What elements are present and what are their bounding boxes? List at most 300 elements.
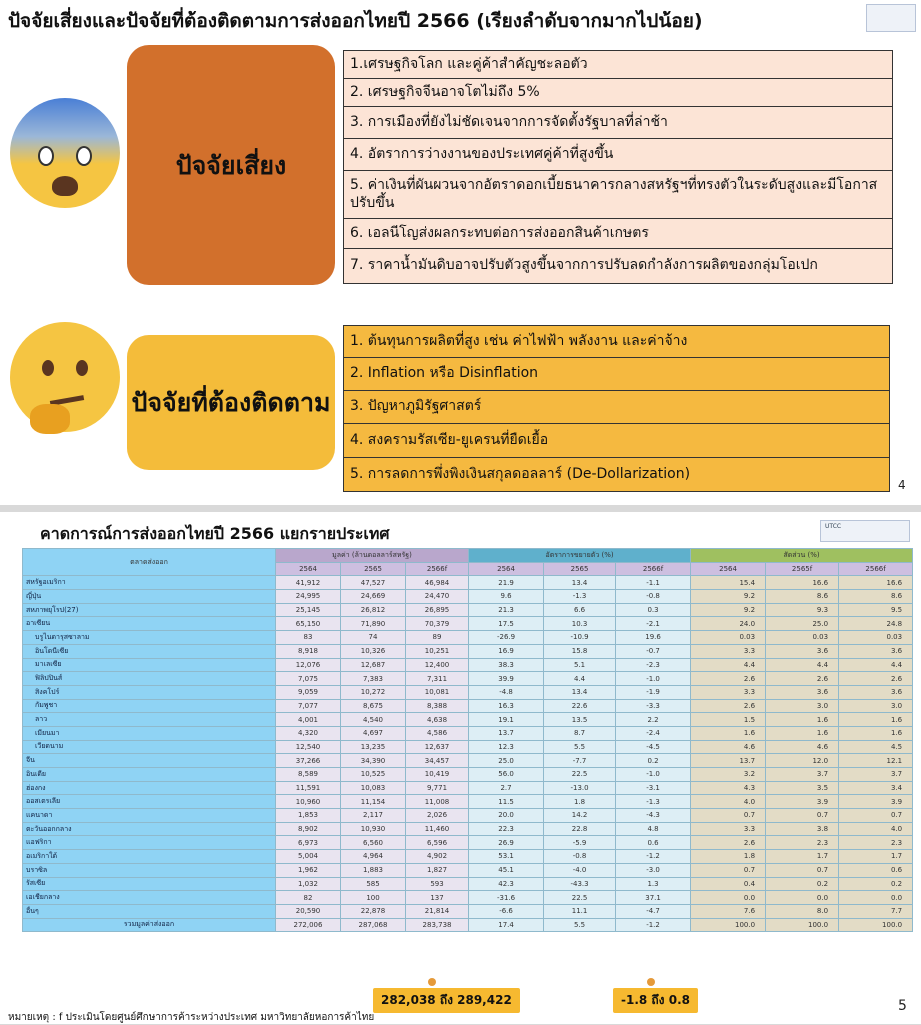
growth-cell: 16.3 (469, 699, 544, 713)
value-cell: 10,083 (341, 781, 406, 795)
share-cell: 3.6 (766, 685, 839, 699)
logo-text: UTCC (825, 523, 842, 530)
growth-cell: 5.5 (544, 918, 616, 932)
market-name: รวมมูลค่าส่งออก (23, 918, 276, 932)
growth-cell: -4.8 (469, 685, 544, 699)
slide-risk-factors (0, 0, 921, 505)
value-cell: 4,902 (406, 850, 469, 864)
table-row (23, 685, 913, 699)
subheader-share-2: 2566f (839, 562, 913, 576)
value-cell: 20,590 (276, 904, 341, 918)
market-name: บราซิล (23, 863, 276, 877)
share-cell: 0.2 (839, 877, 913, 891)
value-cell: 21,814 (406, 904, 469, 918)
growth-cell: -43.3 (544, 877, 616, 891)
share-cell: 2.6 (839, 672, 913, 686)
value-cell: 4,638 (406, 713, 469, 727)
list-item: 2. Inflation หรือ Disinflation (344, 358, 889, 391)
growth-cell: -10.9 (544, 631, 616, 645)
value-cell: 10,251 (406, 644, 469, 658)
watch-factors-list (343, 325, 890, 492)
share-cell: 12.0 (766, 754, 839, 768)
value-cell: 4,697 (341, 726, 406, 740)
market-name: ญี่ปุ่น (23, 590, 276, 604)
value-cell: 4,586 (406, 726, 469, 740)
growth-cell: -3.1 (616, 781, 691, 795)
share-cell: 0.0 (691, 891, 766, 905)
share-cell: 4.4 (691, 658, 766, 672)
share-cell: 3.3 (691, 685, 766, 699)
market-name: อเมริกาใต้ (23, 850, 276, 864)
share-cell: 3.3 (691, 644, 766, 658)
growth-cell: 17.5 (469, 617, 544, 631)
table-row (23, 713, 913, 727)
market-name: ออสเตรเลีย (23, 795, 276, 809)
share-cell: 4.0 (691, 795, 766, 809)
value-cell: 4,001 (276, 713, 341, 727)
growth-cell: -1.0 (616, 672, 691, 686)
table-row (23, 644, 913, 658)
value-cell: 9,771 (406, 781, 469, 795)
value-cell: 10,525 (341, 768, 406, 782)
share-cell: 4.4 (766, 658, 839, 672)
share-cell: 9.2 (691, 590, 766, 604)
share-cell: 3.4 (839, 781, 913, 795)
growth-cell: 38.3 (469, 658, 544, 672)
slide-title: คาดการณ์การส่งออกไทยปี 2566 แยกรายประเทศ (40, 524, 390, 543)
growth-cell: -2.1 (616, 617, 691, 631)
value-cell: 12,076 (276, 658, 341, 672)
list-item: 5. การลดการพึ่งพิงเงินสกุลดอลลาร์ (De-Dollarization) (350, 465, 691, 482)
growth-cell: -1.1 (616, 576, 691, 590)
value-cell: 100 (341, 891, 406, 905)
growth-cell: 19.1 (469, 713, 544, 727)
list-item: 3. ปัญหาภูมิรัฐศาสตร์ (344, 391, 889, 424)
share-cell: 1.7 (839, 850, 913, 864)
share-cell: 2.6 (691, 699, 766, 713)
value-cell: 4,964 (341, 850, 406, 864)
share-cell: 12.1 (839, 754, 913, 768)
market-name: แอฟริกา (23, 836, 276, 850)
share-cell: 3.8 (766, 822, 839, 836)
growth-cell: -4.0 (544, 863, 616, 877)
growth-cell: 20.0 (469, 809, 544, 823)
growth-cell: -26.9 (469, 631, 544, 645)
share-cell: 0.0 (766, 891, 839, 905)
value-cell: 7,075 (276, 672, 341, 686)
growth-cell: 6.6 (544, 603, 616, 617)
table-row (23, 904, 913, 918)
growth-cell: 0.3 (616, 603, 691, 617)
market-name: สิงคโปร์ (23, 685, 276, 699)
value-cell: 6,560 (341, 836, 406, 850)
growth-cell: 17.4 (469, 918, 544, 932)
subheader-share-0: 2564 (691, 562, 766, 576)
value-cell: 7,383 (341, 672, 406, 686)
subheader-value-0: 2564 (276, 562, 341, 576)
market-name: อาเซียน (23, 617, 276, 631)
share-cell: 100.0 (766, 918, 839, 932)
subheader-growth-0: 2564 (469, 562, 544, 576)
share-cell: 9.5 (839, 603, 913, 617)
value-cell: 7,077 (276, 699, 341, 713)
value-cell: 1,827 (406, 863, 469, 877)
share-cell: 0.4 (691, 877, 766, 891)
growth-cell: 13.7 (469, 726, 544, 740)
list-item: 4. สงครามรัสเซีย-ยูเครนที่ยืดเยื้อ (344, 424, 889, 458)
value-forecast-range: 282,038 ถึง 289,422 (373, 988, 520, 1013)
table-row (23, 863, 913, 877)
share-cell: 1.8 (691, 850, 766, 864)
market-name: แคนาดา (23, 809, 276, 823)
value-cell: 46,984 (406, 576, 469, 590)
growth-cell: 5.5 (544, 740, 616, 754)
growth-cell: 22.8 (544, 822, 616, 836)
share-cell: 7.6 (691, 904, 766, 918)
table-row (23, 795, 913, 809)
table-row (23, 754, 913, 768)
growth-cell: 25.0 (469, 754, 544, 768)
list-item: 1. ต้นทุนการผลิตที่สูง เช่น ค่าไฟฟ้า พลังงาน และค่าจ้าง (344, 326, 889, 358)
subheader-growth-2: 2566f (616, 562, 691, 576)
table-row (23, 699, 913, 713)
share-cell: 8.6 (766, 590, 839, 604)
growth-cell: 10.3 (544, 617, 616, 631)
growth-cell: 0.6 (616, 836, 691, 850)
slide-title: ปัจจัยเสี่ยงและปัจจัยที่ต้องติดตามการส่งออกไทยปี 2566 (เรียงลำดับจากมากไปน้อย) (8, 10, 703, 32)
table-row (23, 768, 913, 782)
value-cell: 8,902 (276, 822, 341, 836)
table-row (23, 590, 913, 604)
growth-cell: 1.3 (616, 877, 691, 891)
growth-cell: 56.0 (469, 768, 544, 782)
share-cell: 3.9 (839, 795, 913, 809)
share-cell: 0.7 (766, 863, 839, 877)
value-cell: 8,589 (276, 768, 341, 782)
growth-cell: 37.1 (616, 891, 691, 905)
growth-cell: 12.3 (469, 740, 544, 754)
table-row (23, 836, 913, 850)
share-cell: 7.7 (839, 904, 913, 918)
logo (866, 4, 916, 32)
value-cell: 137 (406, 891, 469, 905)
market-name: จีน (23, 754, 276, 768)
share-cell: 1.6 (691, 726, 766, 740)
header-share: สัดส่วน (%) (691, 549, 913, 563)
value-cell: 10,272 (341, 685, 406, 699)
slide-export-forecast (0, 512, 921, 1024)
growth-cell: 1.8 (544, 795, 616, 809)
growth-cell: 11.1 (544, 904, 616, 918)
value-cell: 8,388 (406, 699, 469, 713)
table-row (23, 740, 913, 754)
growth-cell: -2.4 (616, 726, 691, 740)
share-cell: 3.6 (839, 685, 913, 699)
growth-cell: -0.8 (616, 590, 691, 604)
growth-forecast-range: -1.8 ถึง 0.8 (613, 988, 698, 1013)
watch-factors-label: ปัจจัยที่ต้องติดตาม (127, 335, 335, 470)
subheader-value-2: 2566f (406, 562, 469, 576)
growth-cell: -3.0 (616, 863, 691, 877)
subheader-value-1: 2565 (341, 562, 406, 576)
growth-cell: -3.3 (616, 699, 691, 713)
growth-cell: 19.6 (616, 631, 691, 645)
share-cell: 0.7 (691, 809, 766, 823)
table-row (23, 891, 913, 905)
growth-cell: 4.4 (544, 672, 616, 686)
growth-cell: -1.0 (616, 768, 691, 782)
table-row (23, 631, 913, 645)
share-cell: 25.0 (766, 617, 839, 631)
value-cell: 10,960 (276, 795, 341, 809)
market-name: เมียนมา (23, 726, 276, 740)
table-row (23, 809, 913, 823)
market-name: สหรัฐอเมริกา (23, 576, 276, 590)
value-cell: 24,669 (341, 590, 406, 604)
value-cell: 22,878 (341, 904, 406, 918)
share-cell: 16.6 (839, 576, 913, 590)
growth-cell: 16.9 (469, 644, 544, 658)
market-name: ฟิลิปปินส์ (23, 672, 276, 686)
share-cell: 2.6 (691, 836, 766, 850)
page-number: 4 (898, 478, 906, 492)
market-name: รัสเซีย (23, 877, 276, 891)
market-name: กัมพูชา (23, 699, 276, 713)
anxious-face-emoji-icon (10, 98, 120, 208)
list-item: 6. เอลนีโญส่งผลกระทบต่อการส่งออกสินค้าเกษตร (344, 219, 892, 249)
value-cell: 25,145 (276, 603, 341, 617)
list-item: 1.เศรษฐกิจโลก และคู่ค้าสำคัญชะลอตัว (344, 51, 892, 79)
share-cell: 3.0 (766, 699, 839, 713)
growth-cell: -0.7 (616, 644, 691, 658)
export-forecast-table (22, 548, 913, 932)
callout-pointer (647, 978, 655, 986)
value-cell: 11,591 (276, 781, 341, 795)
market-name: ฮ่องกง (23, 781, 276, 795)
growth-cell: 53.1 (469, 850, 544, 864)
growth-cell: 2.7 (469, 781, 544, 795)
share-cell: 9.3 (766, 603, 839, 617)
growth-cell: -0.8 (544, 850, 616, 864)
share-cell: 1.6 (766, 713, 839, 727)
value-cell: 8,675 (341, 699, 406, 713)
growth-cell: 21.9 (469, 576, 544, 590)
growth-cell: -1.3 (616, 795, 691, 809)
market-name: อินเดีย (23, 768, 276, 782)
growth-cell: 8.7 (544, 726, 616, 740)
value-cell: 585 (341, 877, 406, 891)
share-cell: 4.3 (691, 781, 766, 795)
market-name: สหภาพยุโรป(27) (23, 603, 276, 617)
share-cell: 3.5 (766, 781, 839, 795)
market-name: อินโดนีเซีย (23, 644, 276, 658)
growth-cell: -1.3 (544, 590, 616, 604)
value-cell: 4,320 (276, 726, 341, 740)
value-cell: 5,004 (276, 850, 341, 864)
share-cell: 3.6 (766, 644, 839, 658)
value-cell: 1,853 (276, 809, 341, 823)
growth-cell: -13.0 (544, 781, 616, 795)
value-cell: 24,995 (276, 590, 341, 604)
value-cell: 12,400 (406, 658, 469, 672)
value-cell: 10,081 (406, 685, 469, 699)
value-cell: 26,895 (406, 603, 469, 617)
share-cell: 4.4 (839, 658, 913, 672)
growth-cell: -5.9 (544, 836, 616, 850)
list-item: 3. การเมืองที่ยังไม่ชัดเจนจากการจัดตั้งรัฐบาลที่ล่าช้า (344, 107, 892, 139)
table-row (23, 603, 913, 617)
share-cell: 3.7 (766, 768, 839, 782)
value-cell: 12,687 (341, 658, 406, 672)
growth-cell: 45.1 (469, 863, 544, 877)
share-cell: 3.2 (691, 768, 766, 782)
value-cell: 34,457 (406, 754, 469, 768)
value-cell: 37,266 (276, 754, 341, 768)
share-cell: 8.6 (839, 590, 913, 604)
growth-cell: 13.4 (544, 576, 616, 590)
value-cell: 10,419 (406, 768, 469, 782)
value-cell: 13,235 (341, 740, 406, 754)
growth-cell: -1.2 (616, 918, 691, 932)
value-cell: 74 (341, 631, 406, 645)
growth-cell: -31.6 (469, 891, 544, 905)
value-cell: 1,883 (341, 863, 406, 877)
share-cell: 100.0 (839, 918, 913, 932)
value-cell: 26,812 (341, 603, 406, 617)
growth-cell: 11.5 (469, 795, 544, 809)
value-cell: 9,059 (276, 685, 341, 699)
value-cell: 6,596 (406, 836, 469, 850)
value-cell: 1,032 (276, 877, 341, 891)
value-cell: 12,637 (406, 740, 469, 754)
share-cell: 100.0 (691, 918, 766, 932)
growth-cell: 0.2 (616, 754, 691, 768)
share-cell: 2.6 (766, 672, 839, 686)
value-cell: 11,008 (406, 795, 469, 809)
growth-cell: 15.8 (544, 644, 616, 658)
growth-cell: -4.5 (616, 740, 691, 754)
value-cell: 6,973 (276, 836, 341, 850)
header-growth: อัตราการขยายตัว (%) (469, 549, 691, 563)
value-cell: 283,738 (406, 918, 469, 932)
value-cell: 2,026 (406, 809, 469, 823)
share-cell: 4.6 (766, 740, 839, 754)
share-cell: 3.6 (839, 644, 913, 658)
market-name: อื่นๆ (23, 904, 276, 918)
share-cell: 0.2 (766, 877, 839, 891)
value-cell: 12,540 (276, 740, 341, 754)
growth-cell: -7.7 (544, 754, 616, 768)
share-cell: 24.8 (839, 617, 913, 631)
growth-cell: 22.5 (544, 891, 616, 905)
value-cell: 82 (276, 891, 341, 905)
total-row (23, 918, 913, 932)
share-cell: 0.03 (691, 631, 766, 645)
share-cell: 13.7 (691, 754, 766, 768)
table-row (23, 781, 913, 795)
subheader-growth-1: 2565 (544, 562, 616, 576)
growth-cell: 21.3 (469, 603, 544, 617)
growth-cell: 13.5 (544, 713, 616, 727)
share-cell: 4.0 (839, 822, 913, 836)
share-cell: 1.6 (839, 713, 913, 727)
market-name: บรูไนดารุสซาลาม (23, 631, 276, 645)
table-row (23, 877, 913, 891)
value-cell: 1,962 (276, 863, 341, 877)
value-cell: 593 (406, 877, 469, 891)
share-cell: 2.3 (766, 836, 839, 850)
share-cell: 3.0 (839, 699, 913, 713)
value-cell: 24,470 (406, 590, 469, 604)
list-item: 4. อัตราการว่างงานของประเทศคู่ค้าที่สูงขึ้น (344, 139, 892, 171)
value-cell: 70,379 (406, 617, 469, 631)
share-cell: 0.6 (839, 863, 913, 877)
footnote: หมายเหตุ : f ประเมินโดยศูนย์ศึกษาการค้าระหว่างประเทศ มหาวิทยาลัยหอการค้าไทย (8, 1012, 375, 1023)
growth-cell: 9.6 (469, 590, 544, 604)
growth-cell: 22.3 (469, 822, 544, 836)
share-cell: 4.6 (691, 740, 766, 754)
growth-cell: 14.2 (544, 809, 616, 823)
value-cell: 71,890 (341, 617, 406, 631)
risk-factors-label: ปัจจัยเสี่ยง (127, 45, 335, 285)
value-cell: 7,311 (406, 672, 469, 686)
value-cell: 287,068 (341, 918, 406, 932)
share-cell: 8.0 (766, 904, 839, 918)
value-cell: 47,527 (341, 576, 406, 590)
table-row (23, 850, 913, 864)
table-row (23, 726, 913, 740)
share-cell: 1.5 (691, 713, 766, 727)
value-cell: 2,117 (341, 809, 406, 823)
market-name: เอเชียกลาง (23, 891, 276, 905)
share-cell: 24.0 (691, 617, 766, 631)
utcc-logo (820, 520, 910, 542)
growth-cell: -6.6 (469, 904, 544, 918)
value-cell: 272,006 (276, 918, 341, 932)
share-cell: 0.03 (839, 631, 913, 645)
header-market: ตลาดส่งออก (23, 549, 276, 576)
share-cell: 1.6 (766, 726, 839, 740)
page-number: 5 (898, 998, 907, 1014)
share-cell: 0.03 (766, 631, 839, 645)
share-cell: 16.6 (766, 576, 839, 590)
growth-cell: -1.9 (616, 685, 691, 699)
value-cell: 34,390 (341, 754, 406, 768)
value-cell: 83 (276, 631, 341, 645)
share-cell: 0.7 (839, 809, 913, 823)
list-item: 2. เศรษฐกิจจีนอาจโตไม่ถึง 5% (344, 79, 892, 107)
share-cell: 0.7 (691, 863, 766, 877)
list-item: 7. ราคาน้ำมันดิบอาจปรับตัวสูงขึ้นจากการปรับลดกำลังการผลิตของกลุ่มโอเปก (350, 257, 818, 274)
market-name: ลาว (23, 713, 276, 727)
share-cell: 2.6 (691, 672, 766, 686)
growth-cell: 26.9 (469, 836, 544, 850)
growth-cell: 2.2 (616, 713, 691, 727)
value-cell: 4,540 (341, 713, 406, 727)
growth-cell: 39.9 (469, 672, 544, 686)
risk-factors-list (343, 50, 893, 284)
growth-cell: -2.3 (616, 658, 691, 672)
market-name: เวียดนาม (23, 740, 276, 754)
share-cell: 0.7 (766, 809, 839, 823)
share-cell: 15.4 (691, 576, 766, 590)
subheader-share-1: 2565f (766, 562, 839, 576)
growth-cell: -4.7 (616, 904, 691, 918)
value-cell: 10,326 (341, 644, 406, 658)
share-cell: 0.0 (839, 891, 913, 905)
market-name: มาเลเซีย (23, 658, 276, 672)
growth-cell: -1.2 (616, 850, 691, 864)
